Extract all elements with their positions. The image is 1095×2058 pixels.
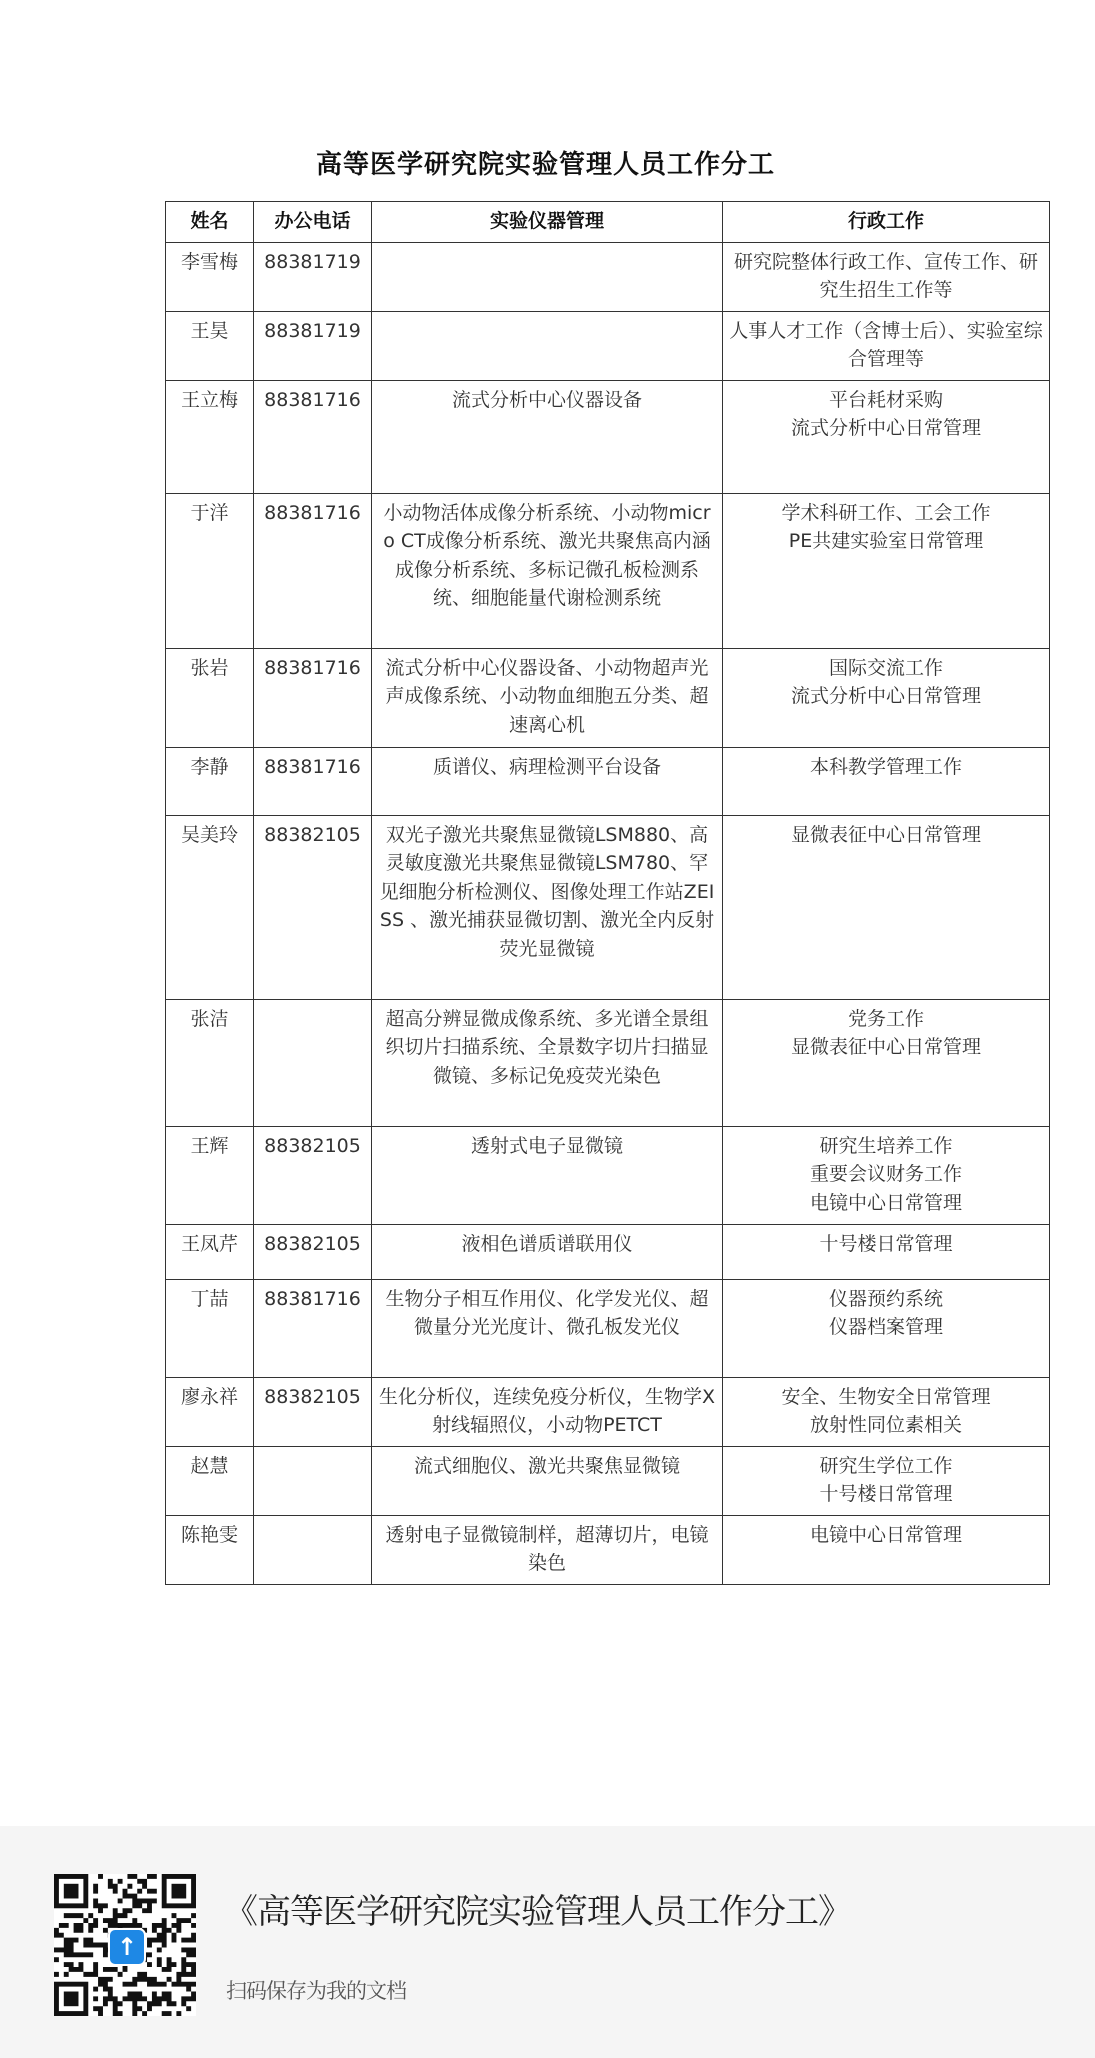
cell-name: 王昊 [166,311,254,380]
footer-title: 《高等医学研究院实验管理人员工作分工》 [224,1892,851,1932]
qr-code-icon[interactable] [54,1874,196,2016]
table-row [166,1279,1050,1377]
cell-admin: 国际交流工作 流式分析中心日常管理 [723,648,1050,747]
cell-admin: 人事人才工作（含博士后）、实验室综合管理等 [723,311,1050,380]
cell-name: 陈艳雯 [166,1515,254,1584]
cell-admin: 研究院整体行政工作、宣传工作、研究生招生工作等 [723,242,1050,311]
cell-phone: 88382105 [254,1377,372,1446]
header-admin: 行政工作 [723,202,1050,243]
cell-instruments: 小动物活体成像分析系统、小动物micro CT成像分析系统、激光共聚焦高内涵成像分析系统、多标记微孔板检测系统、细胞能量代谢检测系统 [372,493,723,648]
cell-instruments: 流式分析中心仪器设备 [372,380,723,493]
cell-phone: 88382105 [254,1224,372,1279]
cell-instruments: 超高分辨显微成像系统、多光谱全景组织切片扫描系统、全景数字切片扫描显微镜、多标记免疫荧光染色 [372,999,723,1126]
cell-admin: 仪器预约系统 仪器档案管理 [723,1279,1050,1377]
table-row [166,815,1050,999]
table-row [166,747,1050,815]
cell-phone: 88382105 [254,1126,372,1224]
cell-name: 丁喆 [166,1279,254,1377]
cell-name: 张洁 [166,999,254,1126]
cell-name: 吴美玲 [166,815,254,999]
cell-admin: 研究生学位工作 十号楼日常管理 [723,1446,1050,1515]
cell-phone: 88381716 [254,1279,372,1377]
document-title: 高等医学研究院实验管理人员工作分工 [315,150,775,180]
document-app-icon: ↑ [108,1928,146,1966]
cell-phone: 88381716 [254,380,372,493]
cell-name: 王凤芹 [166,1224,254,1279]
cell-instruments: 透射电子显微镜制样，超薄切片，电镜染色 [372,1515,723,1584]
table-row [166,999,1050,1126]
cell-admin: 学术科研工作、工会工作 PE共建实验室日常管理 [723,493,1050,648]
table-row [166,1224,1050,1279]
cell-admin: 研究生培养工作 重要会议财务工作 电镜中心日常管理 [723,1126,1050,1224]
cell-name: 赵慧 [166,1446,254,1515]
cell-instruments: 双光子激光共聚焦显微镜LSM880、高灵敏度激光共聚焦显微镜LSM780、罕见细胞分析检测仪、图像处理工作站ZEISS 、激光捕获显微切割、激光全内反射荧光显微镜 [372,815,723,999]
table-row [166,1446,1050,1515]
staff-duty-table [165,201,1050,1585]
cell-phone: 88381716 [254,648,372,747]
cell-admin: 党务工作 显微表征中心日常管理 [723,999,1050,1126]
cell-phone: 88381719 [254,242,372,311]
cell-phone [254,1446,372,1515]
cell-name: 李静 [166,747,254,815]
table-header-row [166,202,1050,243]
table-row [166,311,1050,380]
footer-subtitle: 扫码保存为我的文档 [226,1979,406,2003]
footer-banner [0,1826,1095,2058]
table-row [166,242,1050,311]
cell-admin: 电镜中心日常管理 [723,1515,1050,1584]
cell-admin: 十号楼日常管理 [723,1224,1050,1279]
table-row [166,1515,1050,1584]
cell-name: 王辉 [166,1126,254,1224]
table-row [166,1377,1050,1446]
cell-phone [254,999,372,1126]
cell-phone: 88382105 [254,815,372,999]
cell-instruments: 流式分析中心仪器设备、小动物超声光声成像系统、小动物血细胞五分类、超速离心机 [372,648,723,747]
cell-instruments: 质谱仪、病理检测平台设备 [372,747,723,815]
table-row [166,1126,1050,1224]
cell-name: 张岩 [166,648,254,747]
cell-instruments [372,242,723,311]
cell-instruments: 生物分子相互作用仪、化学发光仪、超微量分光光度计、微孔板发光仪 [372,1279,723,1377]
cell-instruments [372,311,723,380]
header-instruments: 实验仪器管理 [372,202,723,243]
cell-instruments: 液相色谱质谱联用仪 [372,1224,723,1279]
cell-instruments: 透射式电子显微镜 [372,1126,723,1224]
header-phone: 办公电话 [254,202,372,243]
cell-admin: 平台耗材采购 流式分析中心日常管理 [723,380,1050,493]
cell-name: 王立梅 [166,380,254,493]
cell-instruments: 生化分析仪，连续免疫分析仪，生物学X射线辐照仪，小动物PETCT [372,1377,723,1446]
cell-name: 于洋 [166,493,254,648]
cell-phone [254,1515,372,1584]
cell-name: 李雪梅 [166,242,254,311]
cell-admin: 安全、生物安全日常管理 放射性同位素相关 [723,1377,1050,1446]
cell-name: 廖永祥 [166,1377,254,1446]
cell-phone: 88381719 [254,311,372,380]
table-row [166,380,1050,493]
cell-admin: 本科教学管理工作 [723,747,1050,815]
cell-admin: 显微表征中心日常管理 [723,815,1050,999]
cell-phone: 88381716 [254,747,372,815]
header-name: 姓名 [166,202,254,243]
cell-instruments: 流式细胞仪、激光共聚焦显微镜 [372,1446,723,1515]
table-row [166,493,1050,648]
cell-phone: 88381716 [254,493,372,648]
table-body [166,242,1050,1584]
table-row [166,648,1050,747]
